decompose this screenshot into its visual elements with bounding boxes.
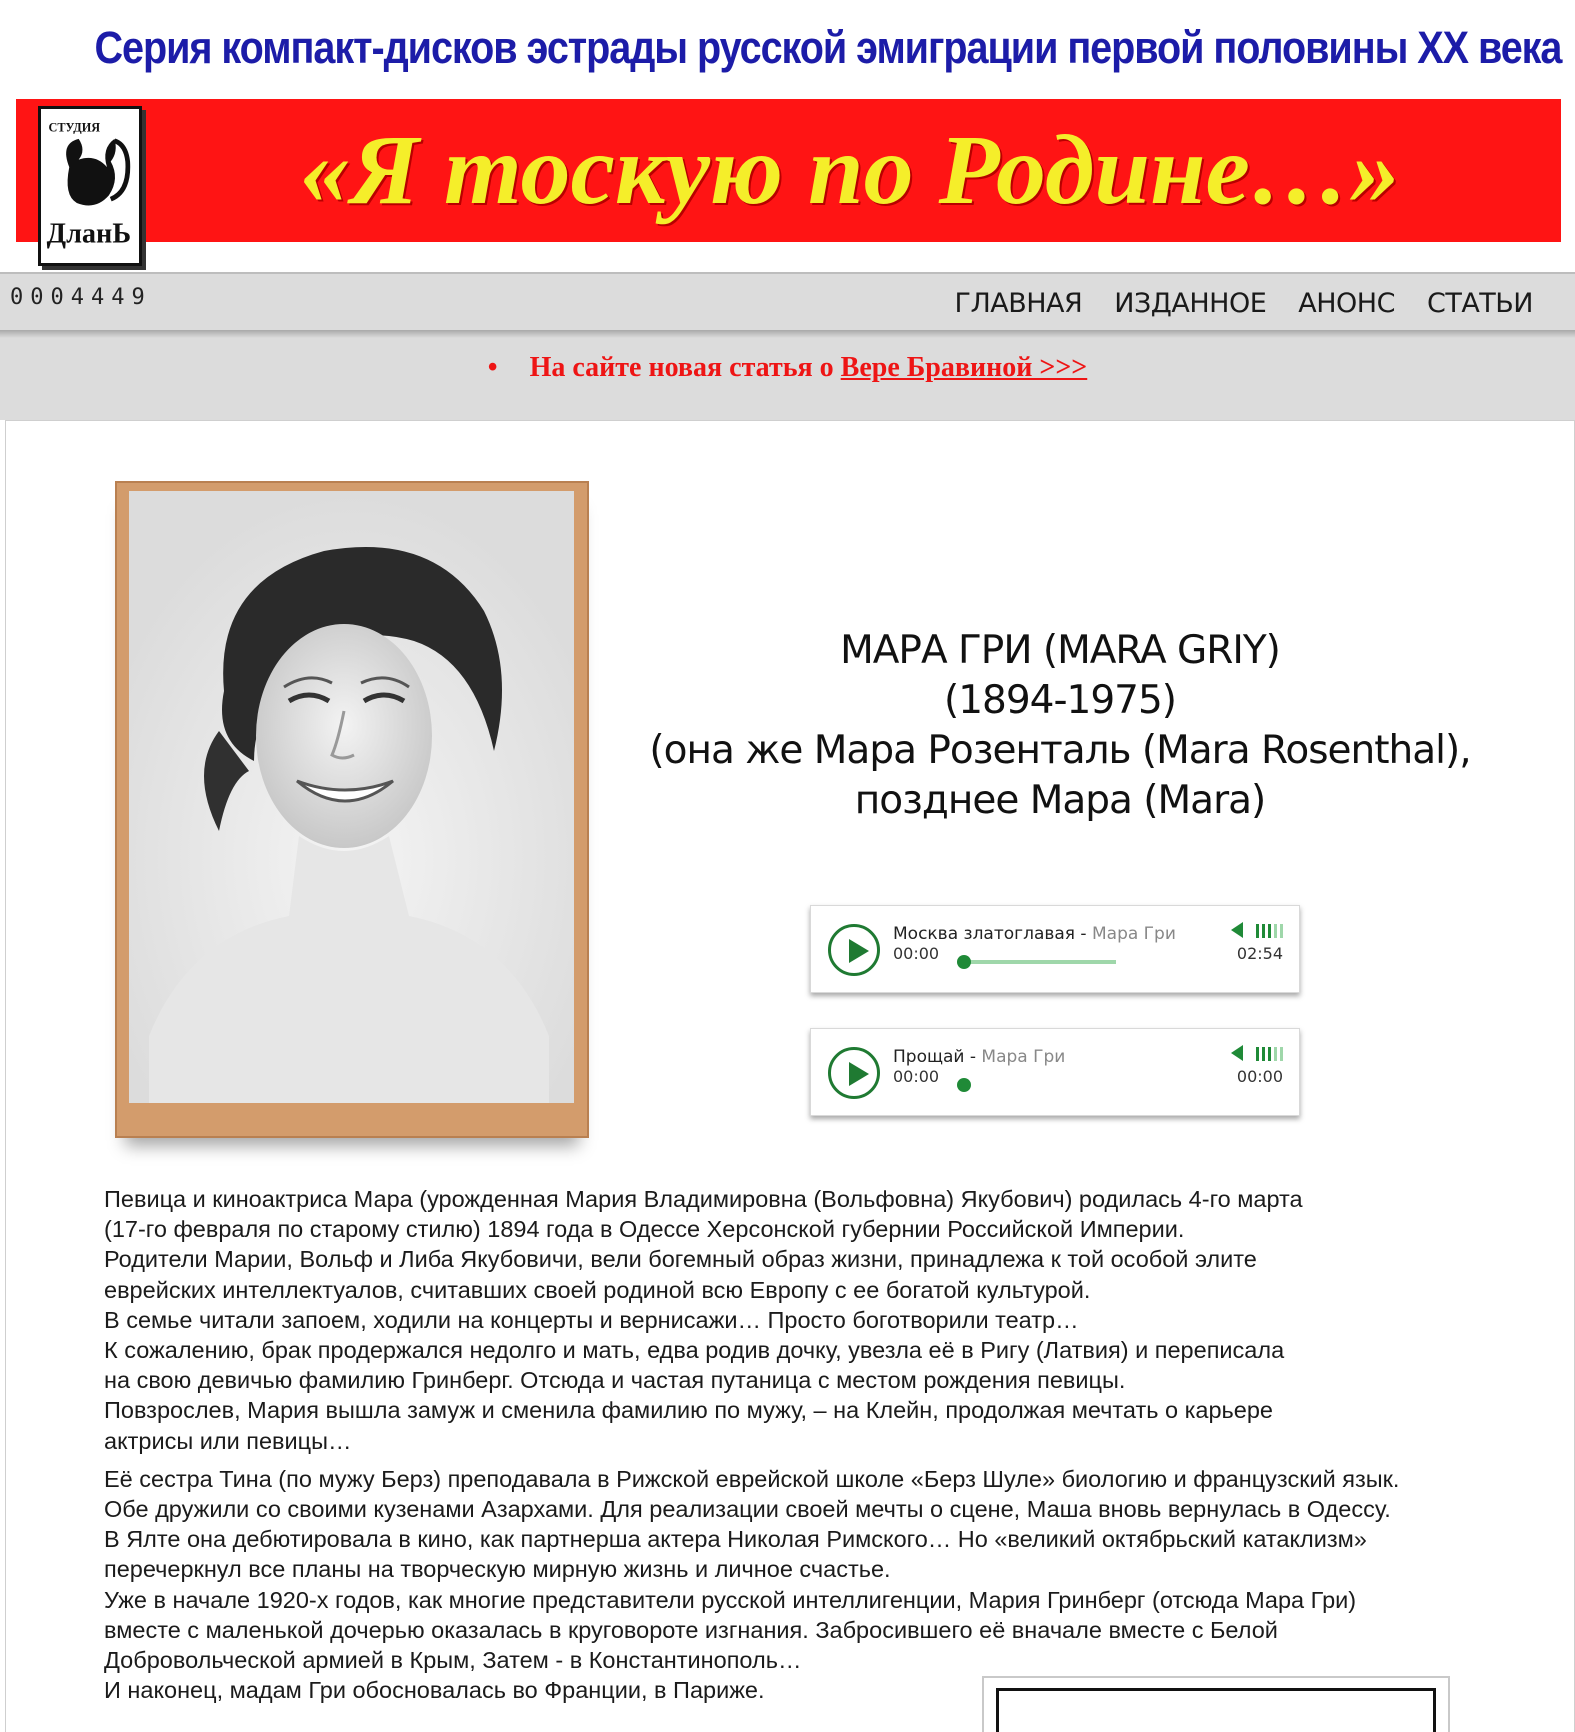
track-artist: Мара Гри [1091,924,1176,944]
main-nav [954,288,1533,319]
nav-articles[interactable]: СТАТЬИ [1426,288,1533,319]
play-button-icon[interactable] [828,924,880,976]
bio-line: Певица и киноактриса Мара (урожденная Мария Владимировна (Вольфовна) Якубович) родилась 4-го марта [104,1186,1303,1212]
progress-knob[interactable] [957,955,971,969]
bio-line: И наконец, мадам Гри обосновалась во Франции, в Париже. [104,1677,765,1704]
progress-bar[interactable] [961,960,1116,964]
artist-years: (1894-1975) [943,678,1176,723]
track-separator: - [1075,924,1092,944]
bio-line: В семье читали запоем, ходили на концерты и вернисажи… Просто боготворили театр… [104,1306,1079,1333]
artist-alias-1: (она же Мара Розенталь (Mara Rosenthal), [649,728,1471,773]
total-time: 00:00 [1236,1067,1283,1086]
current-time: 00:00 [893,944,940,963]
visit-counter: 0004449 [10,285,152,310]
bio-paragraph-2 [104,1464,1528,1706]
banner-title: «Я тоскую по Родине…» [300,114,1400,225]
news-link[interactable]: Вере Бравиной >>> [840,352,1088,383]
portrait-frame [115,481,589,1138]
artist-alias-2: позднее Мара (Mara) [854,778,1266,823]
news-bar [0,352,1575,384]
bio-line: Уже в начале 1920-х годов, как многие представители русской интеллигенции, Мария Гринберг (отсюда Мара Гри) [104,1586,1357,1613]
speaker-icon [1231,1045,1243,1061]
image-frame-inner [996,1688,1436,1732]
track-separator: - [964,1047,982,1067]
volume-icon[interactable] [1231,922,1283,938]
audio-player [810,905,1300,993]
artist-heading [640,626,1480,826]
track-label [893,1047,1065,1067]
logo-label-top: СТУДИЯ [48,120,101,135]
bio-line: еврейских интеллектуалов, считавших своей родиной всю Европу с ее богатой культурой. [104,1276,1091,1303]
nav-home[interactable]: ГЛАВНАЯ [954,288,1083,319]
bio-line: Повзрослев, Мария вышла замуж и сменила фамилию по мужу, – на Клейн, продолжая мечтать о карьере [104,1397,1273,1424]
bio-line: Обе дружили со своими кузенами Азархами. Для реализации своей мечты о сцене, Маша вновь вернулась в Одессу. [104,1496,1391,1523]
bio-line: на свою девичью фамилию Гринберг. Отсюда и частая путаница с местом рождения певицы. [104,1367,1126,1394]
bio-paragraph-1 [104,1184,1528,1456]
bio-line: актрисы или певицы… [104,1427,352,1454]
news-text: На сайте новая статья о [529,352,841,383]
audio-player [810,1028,1300,1116]
studio-logo[interactable] [38,106,142,266]
current-time: 00:00 [893,1067,940,1086]
portrait-image [129,491,574,1103]
progress-knob[interactable] [957,1078,971,1092]
nav-published[interactable]: ИЗДАННОЕ [1114,288,1267,319]
artist-name: МАРА ГРИ (MARA GRIY) [840,628,1280,673]
track-label [893,924,1176,944]
series-title: Серия компакт-дисков эстрады русской эмиграции первой половины XX века [94,22,1562,73]
bio-line: Добровольческой армией в Крым, Затем - в Константинополь… [104,1647,802,1674]
track-title: Прощай [893,1047,965,1067]
bio-line: (17-го февраля по старому стилю) 1894 года в Одессе Херсонской губернии Российской Империи. [104,1216,1185,1243]
volume-icon[interactable] [1231,1045,1283,1061]
bio-line: вместе с маленькой дочерью оказалась в круговороте изгнания. Забросившего её вначале вместе с Белой [104,1616,1278,1643]
play-button-icon[interactable] [828,1047,880,1099]
bio-line: перечеркнул все планы на творческую мирную жизнь и личное счастье. [104,1556,891,1583]
track-title: Москва златоглавая [893,924,1076,944]
artist-portrait [129,491,574,1103]
biography [104,1184,1528,1713]
speaker-icon [1231,922,1243,938]
bio-line: Родители Марии, Вольф и Либа Якубовичи, вели богемный образ жизни, принадлежа к той особой элите [104,1246,1257,1273]
band-divider [0,330,1575,338]
cat-logo-icon [41,109,139,263]
bio-line: В Ялте она дебютировала в кино, как партнерша актера Николая Римского… Но «великий октябрьский катаклизм» [104,1526,1367,1553]
total-time: 02:54 [1236,944,1283,963]
track-artist: Мара Гри [981,1047,1066,1067]
nav-announce[interactable]: АНОНС [1298,288,1395,319]
image-frame [982,1676,1450,1732]
bio-line: Её сестра Тина (по мужу Берз) преподавала в Рижской еврейской школе «Берз Шуле» биологию и французский язык. [104,1465,1400,1492]
logo-label-bottom: ДланЬ [46,218,132,250]
news-bullet: • [487,352,498,383]
bio-line: К сожалению, брак продержался недолго и мать, едва родив дочку, увезла её в Ригу (Латвия) и переписала [104,1337,1285,1364]
